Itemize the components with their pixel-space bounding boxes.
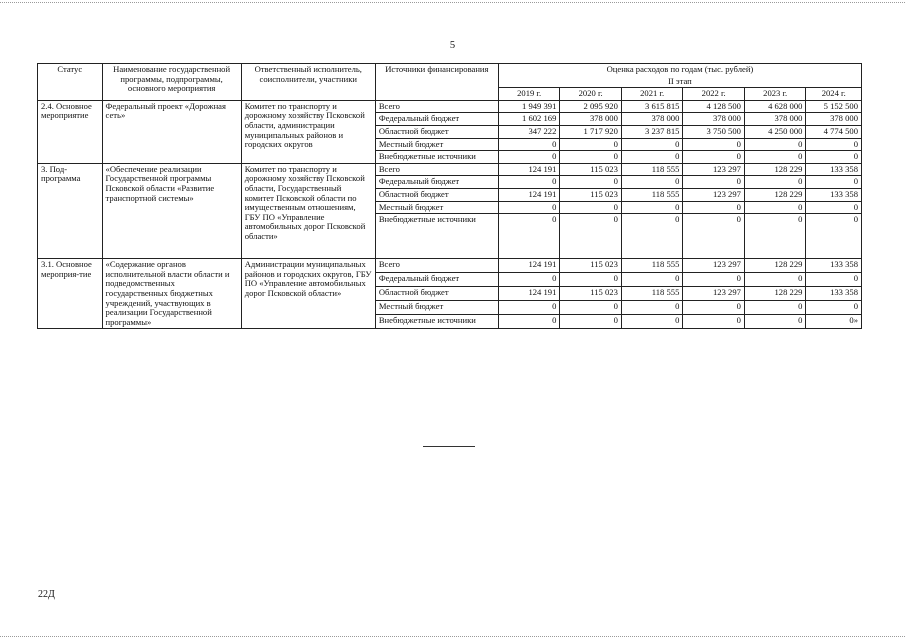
page-number: 5: [449, 40, 456, 51]
amount-cell: 0: [683, 201, 745, 214]
amount-cell: 123 297: [683, 163, 745, 176]
funding-source-cell: Всего: [375, 100, 498, 113]
table-row: [38, 163, 862, 176]
amount-cell: 4 128 500: [683, 100, 745, 113]
footer-code: 22Д: [38, 589, 55, 600]
amount-cell: 0: [560, 301, 622, 315]
amount-cell: 115 023: [560, 287, 622, 301]
amount-cell: 0: [806, 301, 862, 315]
amount-cell: 118 555: [621, 287, 683, 301]
header-year: 2023 г.: [744, 88, 806, 101]
amount-cell: 0: [806, 151, 862, 164]
funding-source-cell: Федеральный бюджет: [375, 273, 498, 287]
amount-cell: 0: [806, 176, 862, 189]
executor-cell: Администрации муниципальных районов и городских округов, ГБУ ПО «Управление автомобильных дорог Псковской области»: [241, 259, 375, 329]
status-cell: 3.1. Основное мероприя-тие: [38, 259, 103, 329]
amount-cell: 0: [560, 151, 622, 164]
amount-cell: 0: [806, 214, 862, 259]
amount-cell: 0: [621, 151, 683, 164]
amount-cell: 133 358: [806, 188, 862, 201]
amount-cell: 0: [744, 151, 806, 164]
amount-cell: 0: [744, 315, 806, 329]
amount-cell: 0: [744, 201, 806, 214]
page-top-edge: [0, 2, 905, 3]
amount-cell: 0: [806, 201, 862, 214]
amount-cell: 4 628 000: [744, 100, 806, 113]
amount-cell: 0: [806, 138, 862, 151]
amount-cell: 133 358: [806, 287, 862, 301]
header-year: 2019 г.: [498, 88, 560, 101]
amount-cell: 133 358: [806, 259, 862, 273]
amount-cell: 347 222: [498, 125, 560, 138]
amount-cell: 0: [621, 138, 683, 151]
header-year: 2021 г.: [621, 88, 683, 101]
amount-cell: 0: [621, 201, 683, 214]
amount-cell: 0: [744, 273, 806, 287]
funding-source-cell: Областной бюджет: [375, 125, 498, 138]
amount-cell: 115 023: [560, 163, 622, 176]
program-name-cell: Федеральный проект «Дорожная сеть»: [102, 100, 241, 163]
amount-cell: 3 750 500: [683, 125, 745, 138]
funding-source-cell: Областной бюджет: [375, 287, 498, 301]
header-status: Статус: [38, 64, 103, 101]
amount-cell: 0: [498, 176, 560, 189]
program-name-cell: «Обеспечение реализации Государственной программы Псковской области «Развитие транспортной системы»: [102, 163, 241, 258]
amount-cell: 128 229: [744, 287, 806, 301]
amount-cell: 124 191: [498, 259, 560, 273]
funding-source-cell: Внебюджетные источники: [375, 151, 498, 164]
amount-cell: 124 191: [498, 188, 560, 201]
amount-cell: 3 237 815: [621, 125, 683, 138]
amount-cell: 0: [498, 273, 560, 287]
header-estimate: Оценка расходов по годам (тыс. рублей): [498, 64, 861, 76]
funding-source-cell: Местный бюджет: [375, 201, 498, 214]
amount-cell: 378 000: [621, 113, 683, 126]
amount-cell: 5 152 500: [806, 100, 862, 113]
amount-cell: 0: [621, 176, 683, 189]
amount-cell: 118 555: [621, 259, 683, 273]
amount-cell: 0: [683, 214, 745, 259]
program-name-cell: «Содержание органов исполнительной власти области и подведомственных государственных бюджетных учреждений, участвующих в реализации Государственной программы»: [102, 259, 241, 329]
amount-cell: 133 358: [806, 163, 862, 176]
amount-cell: 0: [621, 315, 683, 329]
header-year: 2024 г.: [806, 88, 862, 101]
amount-cell: 0: [560, 273, 622, 287]
executor-cell: Комитет по транспорту и дорожному хозяйству Псковской области, администрации муниципальных районов и городских округов: [241, 100, 375, 163]
amount-cell: 1 949 391: [498, 100, 560, 113]
amount-cell: 0: [744, 138, 806, 151]
amount-cell: 4 250 000: [744, 125, 806, 138]
amount-cell: 0: [683, 176, 745, 189]
table-body: [38, 100, 862, 329]
amount-cell: 378 000: [806, 113, 862, 126]
funding-source-cell: Местный бюджет: [375, 138, 498, 151]
amount-cell: 0: [621, 301, 683, 315]
page-bottom-edge: [0, 636, 905, 637]
amount-cell: 128 229: [744, 163, 806, 176]
amount-cell: 0: [560, 138, 622, 151]
amount-cell: 0»: [806, 315, 862, 329]
amount-cell: 0: [744, 301, 806, 315]
status-cell: 3. Под-программа: [38, 163, 103, 258]
header-name: Наименование государственной программы, подпрограммы, основного мероприятия: [102, 64, 241, 101]
executor-cell: Комитет по транспорту и дорожному хозяйству Псковской области, Государственный комитет Псковской области по имущественным отношениям, ГБУ ПО «Управление автомобильных дорог Псковской области»: [241, 163, 375, 258]
amount-cell: 3 615 815: [621, 100, 683, 113]
amount-cell: 0: [683, 273, 745, 287]
funding-source-cell: Федеральный бюджет: [375, 176, 498, 189]
status-cell: 2.4. Основное мероприятие: [38, 100, 103, 163]
table-row: [38, 259, 862, 273]
funding-source-cell: Внебюджетные источники: [375, 315, 498, 329]
amount-cell: 0: [560, 201, 622, 214]
amount-cell: 0: [683, 138, 745, 151]
amount-cell: 1 717 920: [560, 125, 622, 138]
amount-cell: 378 000: [683, 113, 745, 126]
amount-cell: 0: [683, 301, 745, 315]
header-stage: II этап: [498, 76, 861, 88]
funding-source-cell: Всего: [375, 163, 498, 176]
amount-cell: 1 602 169: [498, 113, 560, 126]
funding-source-cell: Областной бюджет: [375, 188, 498, 201]
amount-cell: 0: [560, 315, 622, 329]
amount-cell: 115 023: [560, 259, 622, 273]
amount-cell: 128 229: [744, 259, 806, 273]
amount-cell: 0: [621, 214, 683, 259]
header-sources: Источники финансирования: [375, 64, 498, 101]
amount-cell: 123 297: [683, 188, 745, 201]
amount-cell: 0: [498, 315, 560, 329]
amount-cell: 0: [621, 273, 683, 287]
header-row: [38, 64, 862, 76]
amount-cell: 0: [560, 176, 622, 189]
amount-cell: 0: [806, 273, 862, 287]
amount-cell: 118 555: [621, 163, 683, 176]
amount-cell: 124 191: [498, 287, 560, 301]
amount-cell: 0: [498, 301, 560, 315]
funding-source-cell: Местный бюджет: [375, 301, 498, 315]
funding-source-cell: Федеральный бюджет: [375, 113, 498, 126]
amount-cell: 0: [683, 315, 745, 329]
amount-cell: 0: [498, 201, 560, 214]
amount-cell: 118 555: [621, 188, 683, 201]
header-year: 2022 г.: [683, 88, 745, 101]
separator-line: [423, 446, 475, 447]
amount-cell: 0: [498, 138, 560, 151]
amount-cell: 378 000: [560, 113, 622, 126]
amount-cell: 0: [744, 214, 806, 259]
amount-cell: 128 229: [744, 188, 806, 201]
funding-source-cell: Всего: [375, 259, 498, 273]
amount-cell: 123 297: [683, 287, 745, 301]
amount-cell: 0: [560, 214, 622, 259]
amount-cell: 124 191: [498, 163, 560, 176]
budget-table: [37, 63, 862, 329]
amount-cell: 0: [498, 214, 560, 259]
amount-cell: 0: [498, 151, 560, 164]
amount-cell: 115 023: [560, 188, 622, 201]
amount-cell: 2 095 920: [560, 100, 622, 113]
funding-source-cell: Внебюджетные источники: [375, 214, 498, 259]
header-executor: Ответственный исполнитель, соисполнители, участники: [241, 64, 375, 101]
table-row: [38, 100, 862, 113]
amount-cell: 123 297: [683, 259, 745, 273]
amount-cell: 4 774 500: [806, 125, 862, 138]
header-year: 2020 г.: [560, 88, 622, 101]
amount-cell: 378 000: [744, 113, 806, 126]
amount-cell: 0: [744, 176, 806, 189]
amount-cell: 0: [683, 151, 745, 164]
